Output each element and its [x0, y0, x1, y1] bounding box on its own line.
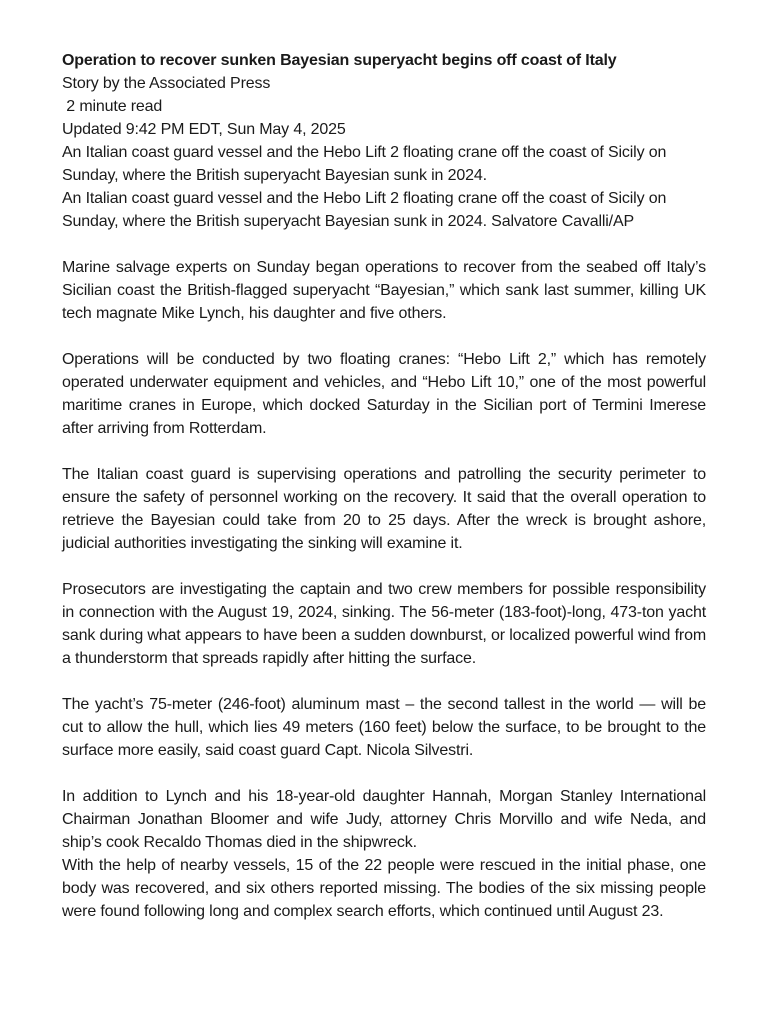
read-time: 2 minute read: [62, 98, 163, 115]
paragraph-coast-guard: The Italian coast guard is supervising operations and patrolling the security perimeter to ensure the safety of personnel working on the recovery. It said that the overall operation to retrieve the Bayesian could take from 20 to 25 days. After the wreck is brought ashore, judicial authorities investigating the sinking will examine it.: [62, 466, 706, 552]
photo-caption-line-1: An Italian coast guard vessel and the Hebo Lift 2 floating crane off the coast of Sicily on: [62, 144, 667, 161]
article-title: Operation to recover sunken Bayesian superyacht begins off coast of Italy: [62, 52, 617, 69]
photo-credit-caption-line-2: Sunday, where the British superyacht Bayesian sunk in 2024. Salvatore Cavalli/AP: [62, 213, 635, 230]
photo-caption-line-2: Sunday, where the British superyacht Bayesian sunk in 2024.: [62, 167, 487, 184]
paragraph-victims: In addition to Lynch and his 18-year-old daughter Hannah, Morgan Stanley International Chairman Jonathan Bloomer and wife Judy, attorney Chris Morvillo and wife Neda, and ship’s cook Recaldo Thomas died in the shipwreck.: [62, 788, 706, 851]
paragraph-mast: The yacht’s 75-meter (246-foot) aluminum mast – the second tallest in the world — will be cut to allow the hull, which lies 49 meters (160 feet) below the surface, to be brought to the surface more easily, said coast guard Capt. Nicola Silvestri.: [62, 696, 706, 759]
article-body: [62, 49, 706, 923]
paragraph-floating-cranes: Operations will be conducted by two floating cranes: “Hebo Lift 2,” which has remotely operated underwater equipment and vehicles, and “Hebo Lift 10,” one of the most powerful maritime cranes in Europe, which docked Saturday in the Sicilian port of Termini Imerese after arriving from Rotterdam.: [62, 351, 706, 437]
article-byline: Story by the Associated Press: [62, 75, 271, 92]
updated-timestamp: Updated 9:42 PM EDT, Sun May 4, 2025: [62, 121, 346, 138]
photo-credit-caption-line-1: An Italian coast guard vessel and the Hebo Lift 2 floating crane off the coast of Sicily on: [62, 190, 667, 207]
paragraph-investigation: Prosecutors are investigating the captain and two crew members for possible responsibility in connection with the August 19, 2024, sinking. The 56-meter (183-foot)-long, 473-ton yacht sank during what appears to have been a sudden downburst, or localized powerful wind from a thunderstorm that spreads rapidly after hitting the surface.: [62, 581, 706, 667]
paragraph-salvage-start: Marine salvage experts on Sunday began operations to recover from the seabed off Italy’s Sicilian coast the British-flagged superyacht “Bayesian,” which sank last summer, killing UK tech magnate Mike Lynch, his daughter and five others.: [62, 259, 706, 322]
paragraph-rescue: With the help of nearby vessels, 15 of the 22 people were rescued in the initial phase, one body was recovered, and six others reported missing. The bodies of the six missing people were found following long and complex search efforts, which continued until August 23.: [62, 857, 706, 920]
